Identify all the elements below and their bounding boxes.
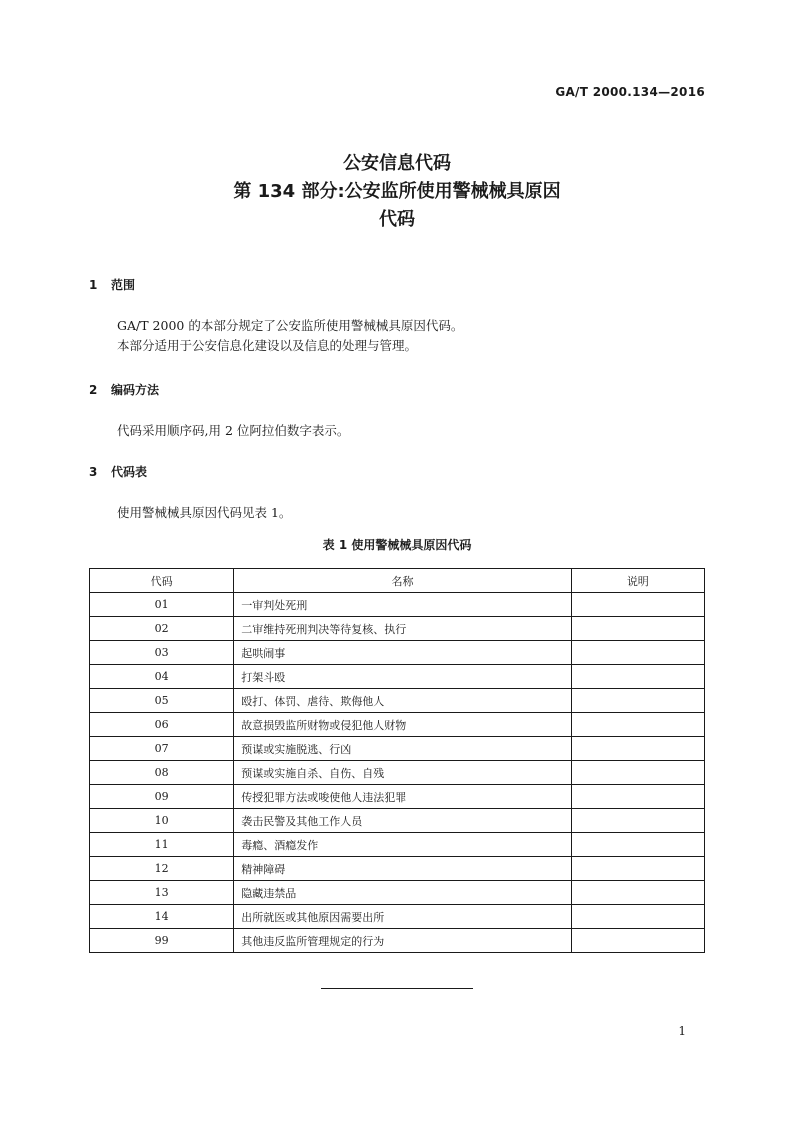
name-cell: 其他违反监所管理规定的行为 — [234, 929, 571, 953]
title-line-1: 公安信息代码 — [343, 153, 451, 174]
section-heading-coding-method — [89, 381, 159, 398]
note-cell — [571, 761, 704, 785]
table-row — [90, 761, 705, 785]
table-row — [90, 689, 705, 713]
table-row — [90, 665, 705, 689]
note-cell — [571, 641, 704, 665]
table-row — [90, 881, 705, 905]
code-cell: 06 — [90, 713, 234, 737]
note-cell — [571, 929, 704, 953]
scope-paragraph-2: 本部分适用于公安信息化建设以及信息的处理与管理。 — [117, 338, 418, 353]
note-cell — [571, 593, 704, 617]
note-cell — [571, 713, 704, 737]
code-cell: 10 — [90, 809, 234, 833]
title-line-3: 代码 — [379, 209, 415, 230]
table-row — [90, 713, 705, 737]
name-cell: 袭击民警及其他工作人员 — [234, 809, 571, 833]
name-cell: 故意损毁监所财物或侵犯他人财物 — [234, 713, 571, 737]
section-number: 1 — [89, 278, 98, 292]
table-row — [90, 737, 705, 761]
section-title: 代码表 — [111, 465, 148, 479]
name-cell: 出所就医或其他原因需要出所 — [234, 905, 571, 929]
note-cell — [571, 689, 704, 713]
section-title: 编码方法 — [111, 383, 160, 397]
note-cell — [571, 737, 704, 761]
end-of-document-rule — [321, 988, 473, 989]
table-header-row — [90, 569, 705, 593]
name-cell: 打架斗殴 — [234, 665, 571, 689]
coding-method-paragraph: 代码采用顺序码,用 2 位阿拉伯数字表示。 — [117, 423, 350, 438]
code-cell: 05 — [90, 689, 234, 713]
document-title — [0, 150, 794, 234]
name-cell: 预谋或实施脱逃、行凶 — [234, 737, 571, 761]
scope-paragraph-1: GA/T 2000 的本部分规定了公安监所使用警械械具原因代码。 — [117, 318, 464, 333]
note-cell — [571, 905, 704, 929]
code-cell: 12 — [90, 857, 234, 881]
table-row — [90, 857, 705, 881]
note-cell — [571, 617, 704, 641]
code-cell: 01 — [90, 593, 234, 617]
name-cell: 毒瘾、酒瘾发作 — [234, 833, 571, 857]
note-cell — [571, 857, 704, 881]
table-row — [90, 929, 705, 953]
name-cell: 一审判处死刑 — [234, 593, 571, 617]
note-cell — [571, 881, 704, 905]
section-heading-scope — [89, 276, 135, 293]
code-cell: 04 — [90, 665, 234, 689]
table-row — [90, 641, 705, 665]
header-code: 代码 — [90, 569, 234, 593]
note-cell — [571, 809, 704, 833]
name-cell: 传授犯罪方法或唆使他人违法犯罪 — [234, 785, 571, 809]
code-cell: 11 — [90, 833, 234, 857]
note-cell — [571, 785, 704, 809]
name-cell: 精神障碍 — [234, 857, 571, 881]
code-cell: 08 — [90, 761, 234, 785]
section-number: 2 — [89, 383, 98, 397]
code-cell: 14 — [90, 905, 234, 929]
code-table-paragraph: 使用警械械具原因代码见表 1。 — [117, 505, 292, 520]
name-cell: 隐藏违禁品 — [234, 881, 571, 905]
table-row — [90, 593, 705, 617]
table-row — [90, 785, 705, 809]
note-cell — [571, 833, 704, 857]
code-table — [89, 568, 705, 953]
name-cell: 殴打、体罚、虐待、欺侮他人 — [234, 689, 571, 713]
header-name: 名称 — [234, 569, 571, 593]
name-cell: 起哄闹事 — [234, 641, 571, 665]
note-cell — [571, 665, 704, 689]
page-number: 1 — [678, 1024, 686, 1038]
name-cell: 预谋或实施自杀、自伤、自残 — [234, 761, 571, 785]
header-note: 说明 — [571, 569, 704, 593]
name-cell: 二审维持死刑判决等待复核、执行 — [234, 617, 571, 641]
code-cell: 03 — [90, 641, 234, 665]
code-cell: 02 — [90, 617, 234, 641]
table-row — [90, 617, 705, 641]
code-cell: 09 — [90, 785, 234, 809]
code-cell: 07 — [90, 737, 234, 761]
table-row — [90, 833, 705, 857]
section-title: 范围 — [111, 278, 136, 292]
section-number: 3 — [89, 465, 98, 479]
table-row — [90, 905, 705, 929]
code-cell: 99 — [90, 929, 234, 953]
table-caption: 表 1 使用警械械具原因代码 — [322, 538, 472, 552]
title-line-2: 第 134 部分:公安监所使用警械械具原因 — [233, 181, 561, 202]
section-heading-code-table — [89, 463, 147, 480]
code-cell: 13 — [90, 881, 234, 905]
table-row — [90, 809, 705, 833]
standard-number: GA/T 2000.134—2016 — [555, 85, 705, 99]
